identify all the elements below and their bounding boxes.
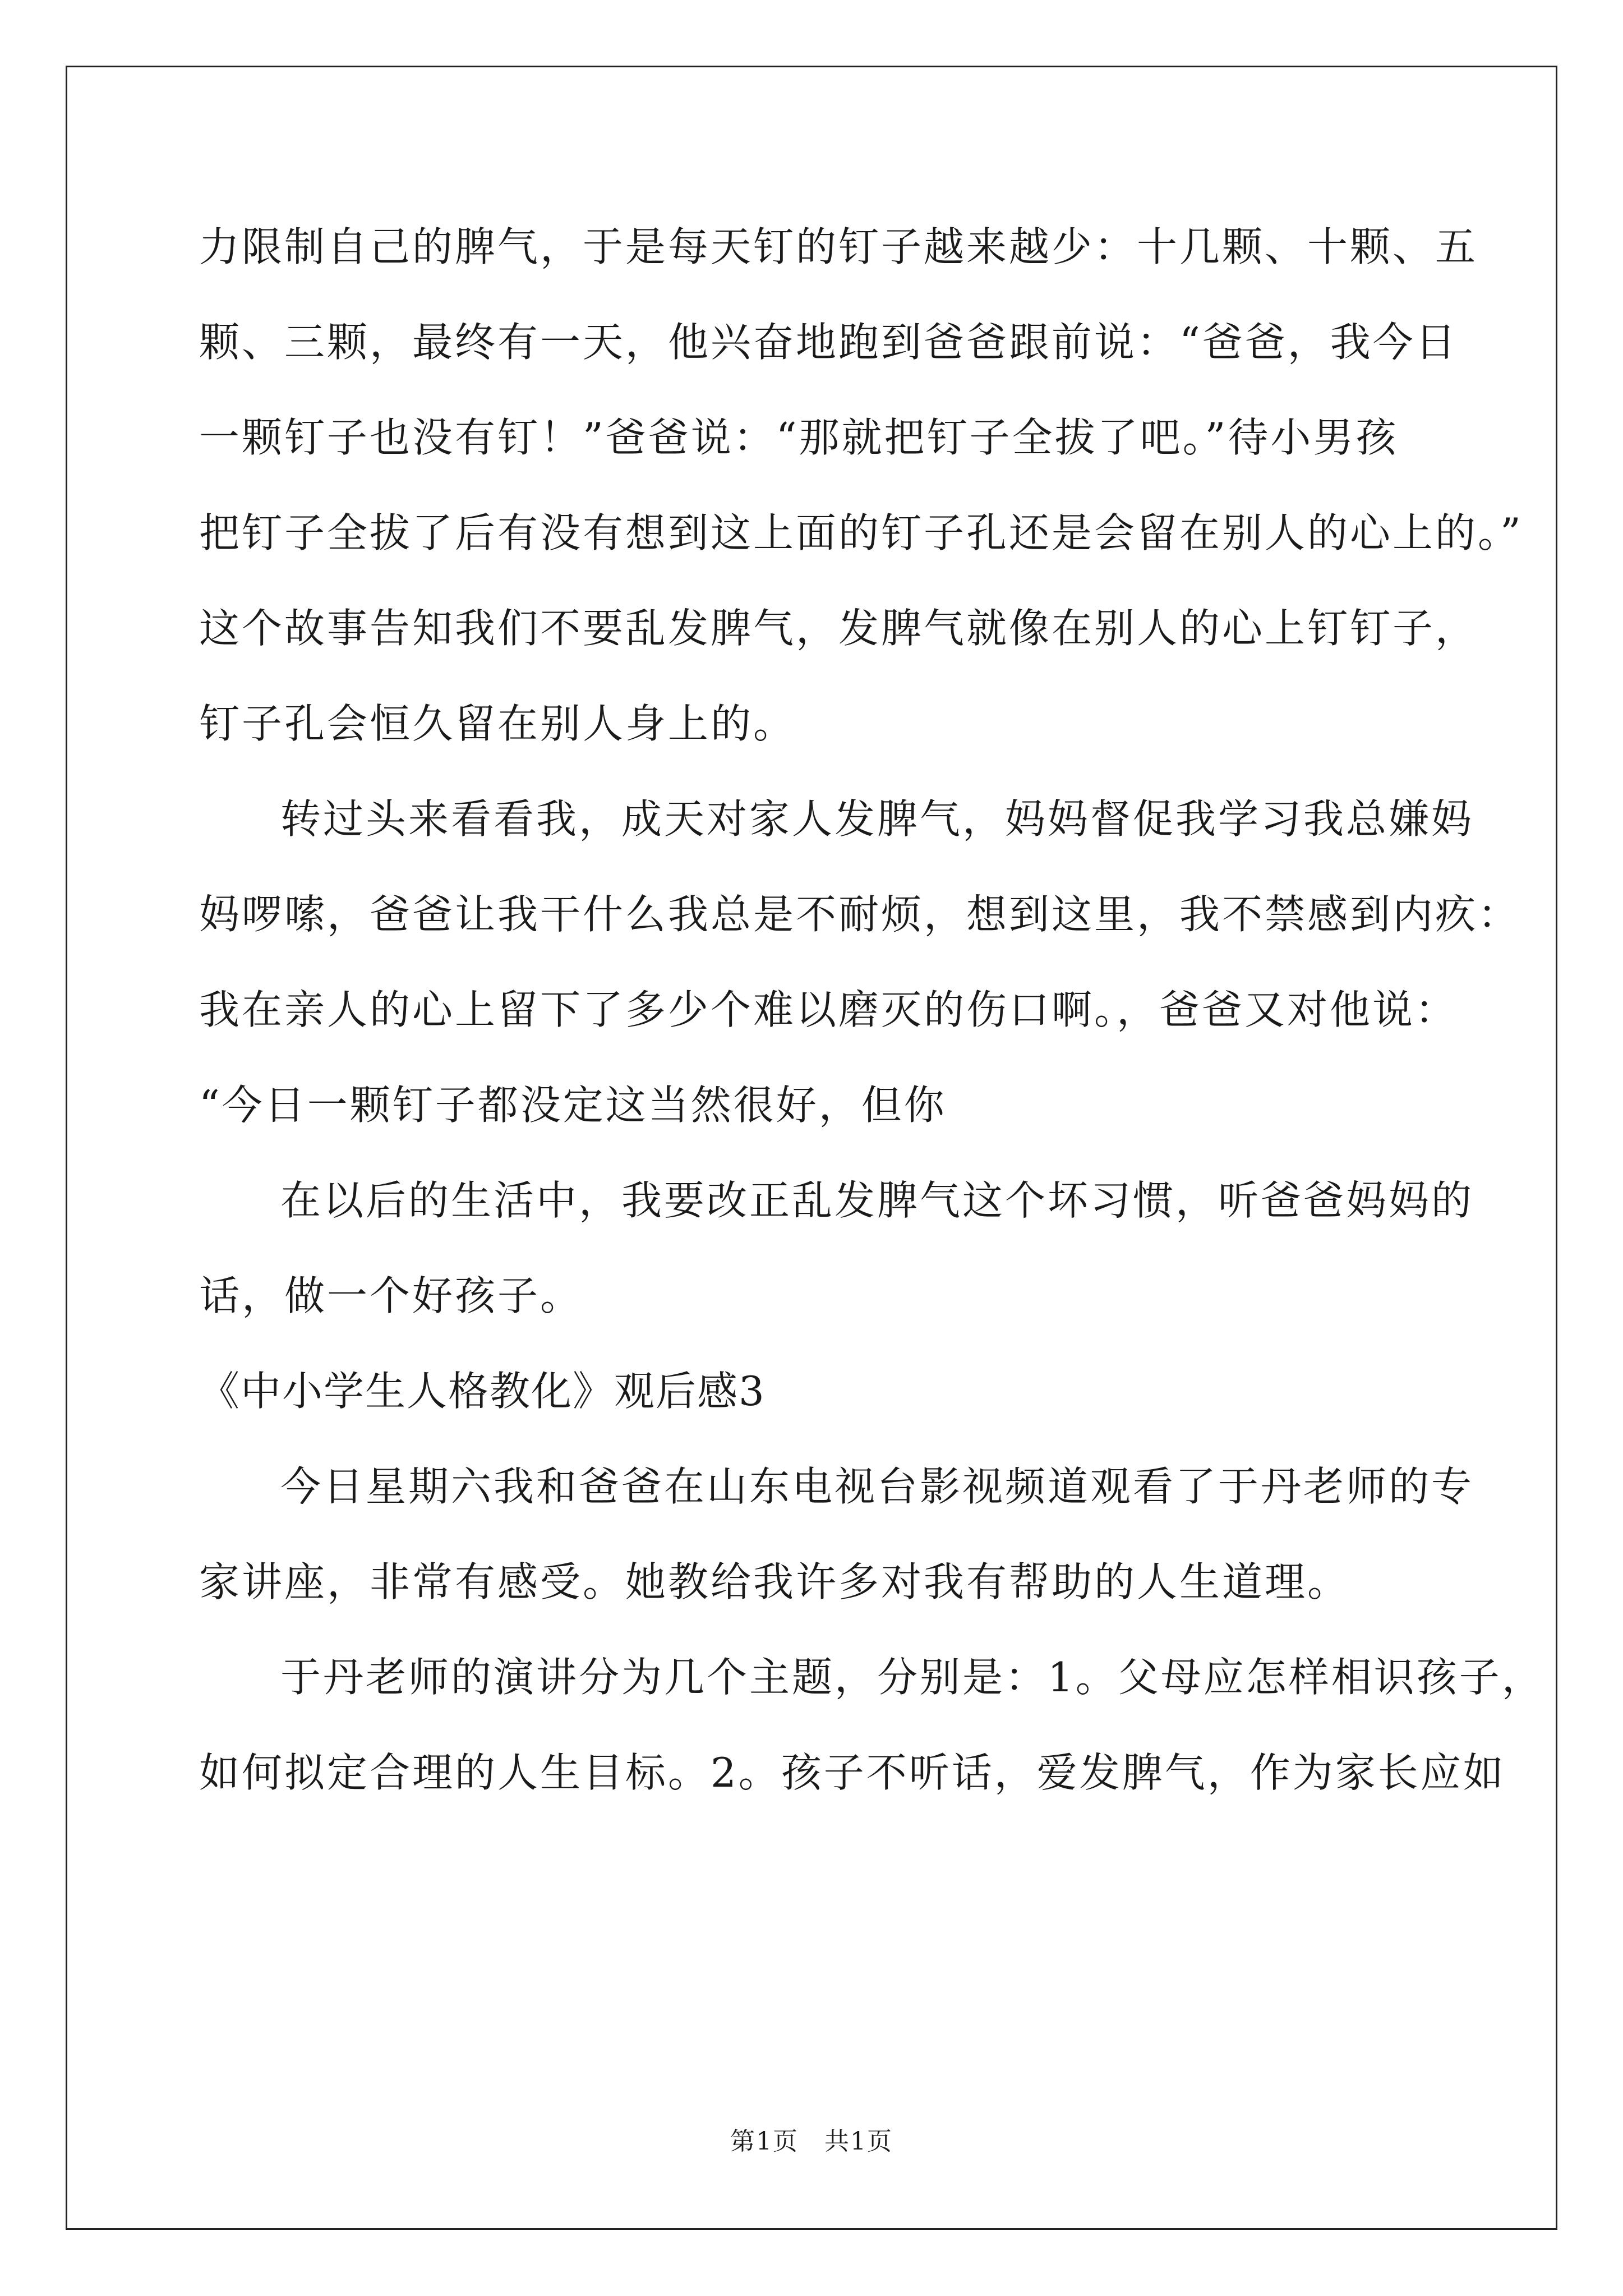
- page-frame: [66, 66, 1557, 2230]
- paragraph-line: 把钉子全拔了后有没有想到这上面的钉子孔还是会留在别人的心上的。”: [199, 509, 1523, 556]
- paragraph-line: 力限制自己的脾气，于是每天钉的钉子越来越少：十几颗、十颗、五: [199, 223, 1478, 270]
- paragraph-line: 今日星期六我和爸爸在山东电视台影视频道观看了于丹老师的专: [280, 1463, 1474, 1510]
- paragraph-line: “今日一颗钉子都没定这当然很好，但你: [199, 1082, 947, 1129]
- paragraph-line: 这个故事告知我们不要乱发脾气，发脾气就像在别人的心上钉钉子，: [199, 605, 1478, 652]
- paragraph-line: 一颗钉子也没有钉！”爸爸说：“那就把钉子全拔了吧。”待小男孩: [199, 414, 1399, 461]
- paragraph-line: 颗、三颗，最终有一天，他兴奋地跑到爸爸跟前说：“爸爸，我今日: [199, 319, 1458, 366]
- paragraph-line: 钉子孔会恒久留在别人身上的。: [199, 700, 796, 747]
- paragraph-line: 家讲座，非常有感受。她教给我许多对我有帮助的人生道理。: [199, 1558, 1350, 1605]
- paragraph-line: 在以后的生活中，我要改正乱发脾气这个坏习惯，听爸爸妈妈的: [280, 1177, 1474, 1224]
- page-footer: 第1页 共1页: [730, 2127, 893, 2156]
- paragraph-line: 妈啰嗦，爸爸让我干什么我总是不耐烦，想到这里，我不禁感到内疚：: [199, 891, 1521, 938]
- paragraph-line: 如何拟定合理的人生目标。2。孩子不听话，爱发脾气，作为家长应如: [199, 1749, 1506, 1796]
- paragraph-line: 话，做一个好孩子。: [199, 1272, 583, 1319]
- paragraph-line: 转过头来看看我，成天对家人发脾气，妈妈督促我学习我总嫌妈: [280, 795, 1474, 843]
- paragraph-line: 于丹老师的演讲分为几个主题，分别是：1。父母应怎样相识孩子，: [280, 1654, 1544, 1701]
- paragraph-line: 我在亲人的心上留下了多少个难以磨灭的伤口啊。，爸爸又对他说：: [199, 986, 1458, 1033]
- section-heading: 《中小学生人格教化》观后感3: [199, 1368, 766, 1415]
